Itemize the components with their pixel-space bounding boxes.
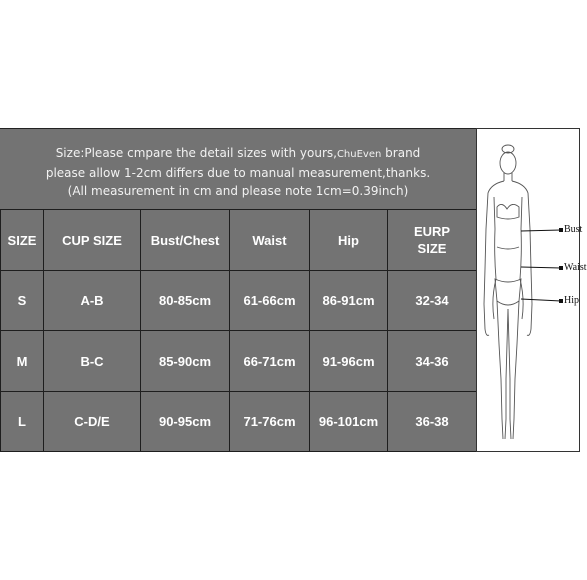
- header-eurp-line-2: SIZE: [417, 241, 447, 257]
- bust-label: Bust: [564, 224, 583, 235]
- cell-cup-size: A-B: [44, 271, 141, 331]
- header-cup-size: CUP SIZE: [44, 210, 141, 271]
- notice-line-2: please allow 1-2cm differs due to manual measurement,thanks.: [45, 166, 431, 180]
- body-outline-icon: [477, 129, 581, 453]
- cell-hip: 86-91cm: [310, 271, 388, 331]
- header-size: SIZE: [1, 210, 44, 271]
- cell-waist: 71-76cm: [230, 391, 310, 451]
- hip-label: Hip: [564, 295, 579, 306]
- cell-eurp-size: 34-36: [388, 331, 477, 391]
- header-bust-chest: Bust/Chest: [141, 210, 230, 271]
- table-row: [1, 271, 477, 331]
- table-header-row: [1, 210, 477, 271]
- cell-hip: 96-101cm: [310, 391, 388, 451]
- header-eurp-size: [388, 210, 477, 271]
- body-measurement-figure: [476, 128, 587, 452]
- waist-label: Waist: [564, 262, 587, 273]
- header-eurp-line-1: EURP: [413, 224, 451, 240]
- cell-eurp-size: 32-34: [388, 271, 477, 331]
- cell-cup-size: C-D/E: [44, 391, 141, 451]
- size-table: [0, 209, 477, 452]
- cell-waist: 66-71cm: [230, 331, 310, 391]
- size-chart: [0, 128, 476, 452]
- cell-bust-chest: 80-85cm: [141, 271, 230, 331]
- cell-size: M: [1, 331, 44, 391]
- notice-line-1: [0, 144, 476, 164]
- notice-line-3: (All measurement in cm and please note 1cm=0.39inch): [67, 184, 409, 198]
- notice-line-1-text: Size:Please cmpare the detail sizes with yours,: [55, 146, 337, 160]
- cell-cup-size: B-C: [44, 331, 141, 391]
- notice-line-1-suffix: brand: [381, 146, 421, 160]
- header-waist: Waist: [230, 210, 310, 271]
- cell-bust-chest: 90-95cm: [141, 391, 230, 451]
- cell-size: S: [1, 271, 44, 331]
- size-notice: [0, 129, 476, 209]
- cell-hip: 91-96cm: [310, 331, 388, 391]
- table-row: [1, 331, 477, 391]
- cell-waist: 61-66cm: [230, 271, 310, 331]
- table-row: [1, 391, 477, 451]
- cell-size: L: [1, 391, 44, 451]
- cell-eurp-size: 36-38: [388, 391, 477, 451]
- header-hip: Hip: [310, 210, 388, 271]
- cell-bust-chest: 85-90cm: [141, 331, 230, 391]
- brand-name: ChuEven: [336, 149, 382, 160]
